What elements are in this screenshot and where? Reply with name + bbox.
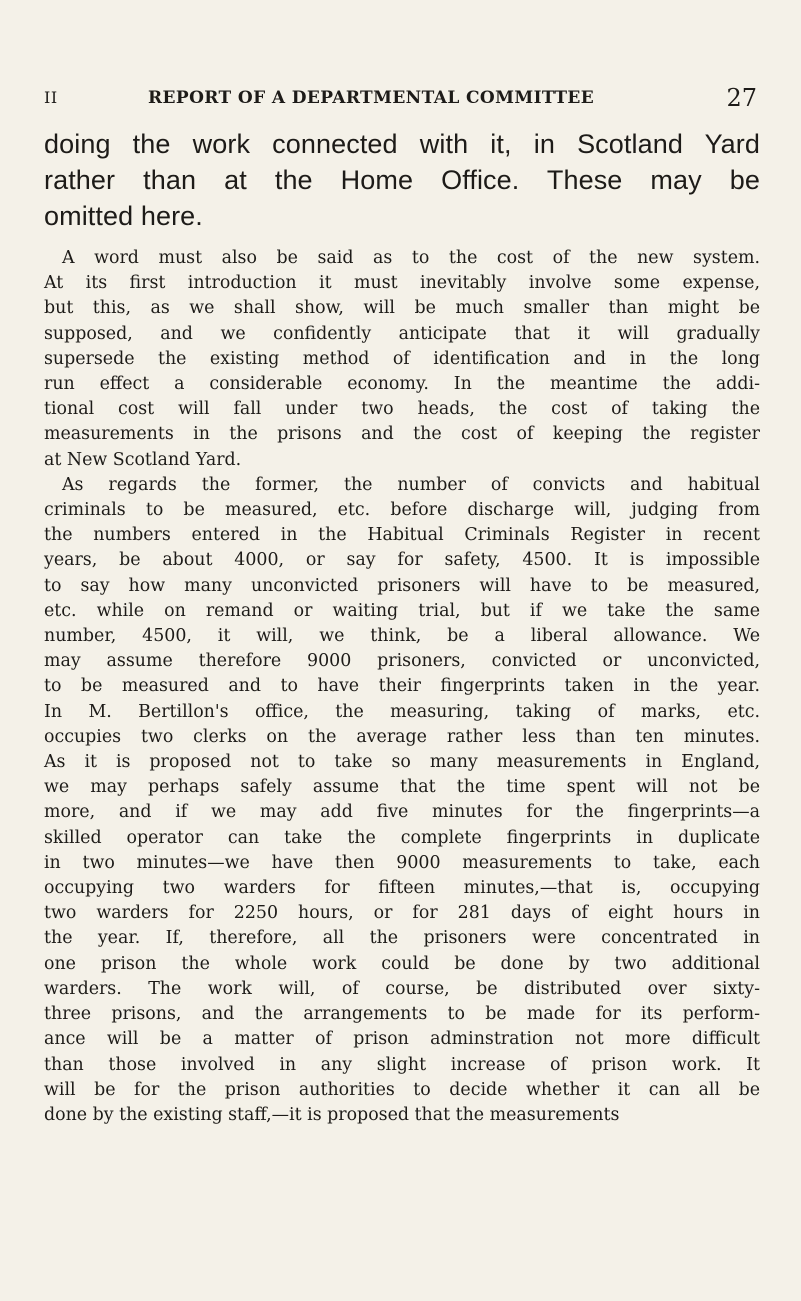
text-line: skilled operator can take the complete fingerprints in duplicate: [44, 827, 760, 848]
text-line: occupying two warders for fifteen minutes,—that is, occupying: [44, 878, 760, 899]
body-text: [44, 246, 760, 1128]
text-line: more, and if we may add five minutes for the fingerprints—a: [44, 802, 760, 823]
text-line: measurements in the prisons and the cost of keeping the register: [44, 424, 760, 445]
text-line: As it is proposed not to take so many measurements in England,: [44, 752, 760, 773]
text-line: A word must also be said as to the cost of the new system.: [62, 248, 760, 268]
text-line: done by the existing staff,—it is proposed that the measurements: [44, 1104, 620, 1125]
text-line: rather than at the Home Office. These may be: [44, 165, 760, 195]
text-line: At its first introduction it must inevitably involve some expense,: [44, 273, 760, 294]
text-line: run effect a considerable economy. In the meantime the addi-: [44, 374, 760, 395]
text-line: we may perhaps safely assume that the time spent will not be: [44, 777, 760, 798]
text-line: ance will be a matter of prison adminstration not more difficult: [44, 1029, 760, 1050]
text-line: but this, as we shall show, will be much smaller than might be: [44, 298, 760, 319]
text-line: etc. while on remand or waiting trial, but if we take the same: [44, 600, 760, 621]
text-line: in two minutes—we have then 9000 measurements to take, each: [44, 852, 760, 873]
text-line: number, 4500, it will, we think, be a liberal allowance. We: [44, 626, 760, 647]
text-line: warders. The work will, of course, be distributed over sixty-: [44, 978, 760, 999]
running-head: [44, 86, 757, 112]
text-line: tional cost will fall under two heads, the cost of taking the: [44, 399, 760, 420]
text-line: to say how many unconvicted prisoners will have to be measured,: [44, 575, 760, 596]
text-line: occupies two clerks on the average rather less than ten minutes.: [44, 726, 760, 747]
text-line: the year. If, therefore, all the prisoners were concentrated in: [44, 928, 760, 949]
running-head-title: REPORT OF A DEPARTMENTAL COMMITTEE: [148, 88, 595, 108]
text-line: at New Scotland Yard.: [44, 449, 242, 470]
text-line: In M. Bertillon's office, the measuring, taking of marks, etc.: [44, 701, 760, 722]
text-line: As regards the former, the number of convicts and habitual: [62, 474, 760, 495]
text-line: than those involved in any slight increase of prison work. It: [44, 1054, 760, 1075]
text-line: three prisons, and the arrangements to be made for its perform-: [44, 1004, 760, 1025]
text-line: may assume therefore 9000 prisoners, convicted or unconvicted,: [44, 651, 760, 672]
text-line: doing the work connected with it, in Scotland Yard: [44, 129, 760, 159]
text-line: will be for the prison authorities to decide whether it can all be: [44, 1079, 760, 1100]
page-number: 27: [726, 84, 757, 112]
text-line: supposed, and we confidently anticipate that it will gradually: [44, 323, 760, 344]
text-line: to be measured and to have their fingerprints taken in the year.: [44, 676, 760, 697]
text-line: supersede the existing method of identification and in the long: [44, 348, 760, 369]
section-number: II: [44, 88, 58, 107]
lead-paragraph: [44, 126, 760, 234]
text-line: one prison the whole work could be done by two additional: [44, 953, 760, 974]
text-line: criminals to be measured, etc. before discharge will, judging from: [44, 500, 760, 521]
text-line: two warders for 2250 hours, or for 281 days of eight hours in: [44, 903, 760, 924]
text-line: years, be about 4000, or say for safety, 4500. It is impossible: [44, 550, 760, 571]
text-line: the numbers entered in the Habitual Criminals Register in recent: [44, 525, 760, 546]
text-line: omitted here.: [44, 201, 203, 231]
